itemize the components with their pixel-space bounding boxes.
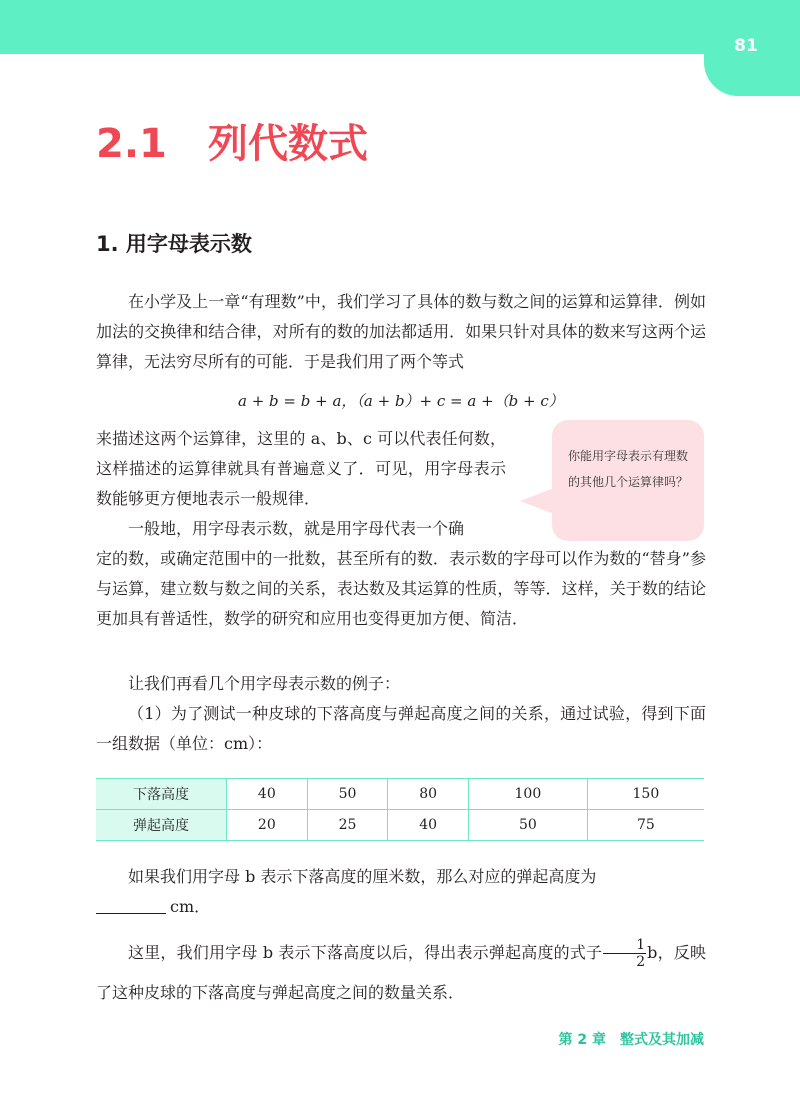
table-row-label: 下落高度 bbox=[96, 779, 227, 810]
table-cell: 40 bbox=[388, 810, 469, 841]
paragraph-describe-laws: 来描述这两个运算律，这里的 a、b、c 可以代表任何数，这样描述的运算律就具有普遍意义了．可见，用字母表示数能够更方便地表示一般规律． bbox=[96, 429, 506, 508]
table-cell: 150 bbox=[587, 779, 704, 810]
side-note-tail bbox=[520, 488, 554, 514]
section-title bbox=[96, 112, 368, 166]
table-cell: 100 bbox=[468, 779, 587, 810]
table-cell: 80 bbox=[388, 779, 469, 810]
paragraph-general-cont: 定的数，或确定范围中的一批数，甚至所有的数．表示数的字母可以作为数的“替身”参与运算，建立数与数之间的关系，表达数及其运算的性质，等等．这样，关于数的结论更加具有普适性，数学的研究和应用也变得更加方便、简洁． bbox=[96, 549, 706, 628]
answer-blank bbox=[96, 899, 166, 914]
formula-commutative-associative: a + b = b + a，（a + b）+ c = a +（b + c） bbox=[238, 392, 564, 410]
page-number: 81 bbox=[734, 36, 758, 56]
table-row-label: 弹起高度 bbox=[96, 810, 227, 841]
paragraph-conclusion bbox=[96, 933, 706, 1013]
paragraph-fill-blank bbox=[96, 862, 706, 922]
table-cell: 20 bbox=[227, 810, 308, 841]
conclusion-text-end: b，反映了这种皮球的下落高度与弹起高度之间的数量关系． bbox=[96, 943, 706, 1002]
data-table bbox=[96, 778, 704, 841]
subsection-title: 1. 用字母表示数 bbox=[96, 232, 252, 256]
table-row bbox=[96, 810, 704, 841]
chapter-footer: 第 2 章 整式及其加减 bbox=[558, 1032, 704, 1048]
table-row bbox=[96, 779, 704, 810]
unit-cm: cm． bbox=[170, 897, 211, 916]
top-header-band bbox=[0, 0, 800, 54]
paragraph-example-1: （1）为了测试一种皮球的下落高度与弹起高度之间的关系，通过试验，得到下面一组数据（单位：cm）： bbox=[96, 704, 706, 753]
fraction-denominator: 2 bbox=[636, 954, 646, 970]
table-cell: 50 bbox=[307, 779, 388, 810]
table-cell: 25 bbox=[307, 810, 388, 841]
side-note-text: 你能用字母表示有理数的其他几个运算律吗？ bbox=[568, 449, 689, 489]
fraction-one-half bbox=[603, 937, 646, 970]
fill-blank-text: 如果我们用字母 b 表示下落高度的厘米数，那么对应的弹起高度为 bbox=[128, 867, 597, 886]
paragraph-general-start: 一般地，用字母表示数，就是用字母代表一个确 bbox=[128, 519, 465, 538]
table-cell: 50 bbox=[468, 810, 587, 841]
table-cell: 40 bbox=[227, 779, 308, 810]
paragraph-intro: 在小学及上一章“有理数”中，我们学习了具体的数与数之间的运算和运算律．例如加法的交换律和结合律，对所有的数的加法都适用．如果只针对具体的数来写这两个运算律，无法穷尽所有的可能．于是我们用了两个等式 bbox=[96, 292, 706, 371]
paragraph-examples-intro: 让我们再看几个用字母表示数的例子： bbox=[128, 674, 401, 693]
conclusion-text-start: 这里，我们用字母 b 表示下落高度以后，得出表示弹起高度的式子 bbox=[128, 943, 603, 962]
section-number: 2.1 bbox=[96, 121, 167, 167]
section-title-text: 列代数式 bbox=[208, 121, 368, 167]
table-cell: 75 bbox=[587, 810, 704, 841]
fraction-numerator: 1 bbox=[603, 937, 646, 954]
